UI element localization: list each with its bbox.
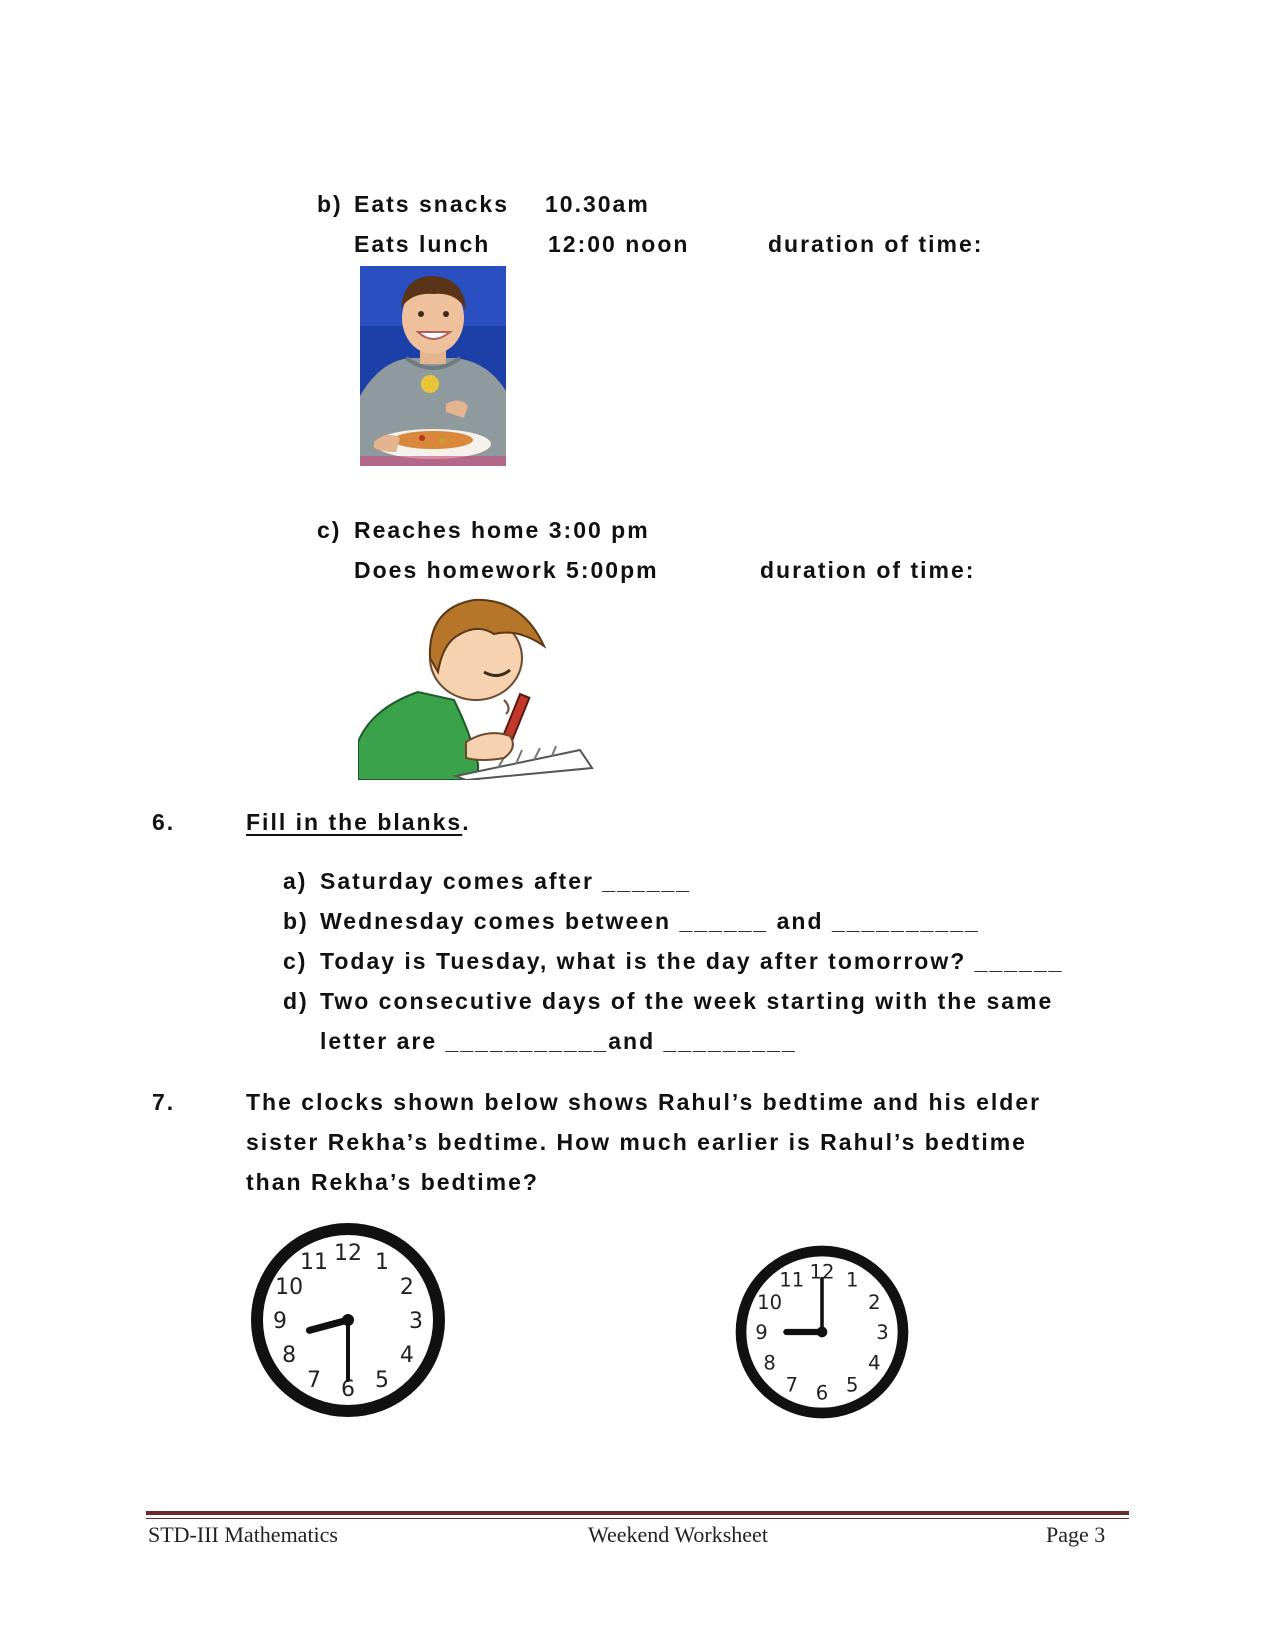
q7-number: 7. [152,1089,176,1115]
clock2-numeral: 7 [785,1373,798,1397]
rahul-bedtime-clock [248,1220,448,1420]
snacks-time: 10.30am [545,191,650,217]
q7-line-2: sister Rekha’s bedtime. How much earlier is Rahul’s bedtime [246,1129,1027,1155]
lunch-time: 12:00 noon [548,231,690,257]
q6-d-text-line2: letter are ___________and _________ [320,1028,797,1054]
q6-d-marker: d) [283,988,309,1014]
clock2-numeral: 1 [846,1268,859,1292]
reaches-home-line: Reaches home 3:00 pm [354,517,650,543]
footer-subject: STD-III Mathematics [148,1522,338,1547]
clock1-numeral: 7 [307,1367,321,1393]
q6-a-marker: a) [283,868,308,894]
rekha-bedtime-clock [733,1243,911,1421]
clock2-numeral: 2 [868,1290,881,1314]
item-c-marker: c) [317,517,342,543]
footer-rule-thin [146,1518,1129,1519]
clock1-numeral: 12 [334,1241,362,1266]
clock1-numeral: 3 [409,1309,423,1334]
clock1-numeral: 6 [341,1377,355,1402]
q6-c-marker: c) [283,948,308,974]
item-b-marker: b) [317,191,343,217]
duration-label-b: duration of time: [768,231,984,257]
snacks-activity: Eats snacks [354,191,509,217]
q6-c-text: Today is Tuesday, what is the day after tomorrow? ______ [320,948,1064,974]
boy-eating-image [360,266,506,466]
lunch-activity: Eats lunch [354,231,491,257]
clock2-numeral: 9 [755,1321,768,1345]
clock1-numeral: 8 [282,1343,297,1368]
q6-title-period: . [462,809,471,835]
homework-line: Does homework 5:00pm [354,557,659,583]
clock2-numeral: 4 [868,1351,881,1375]
footer-page-number: Page 3 [1046,1522,1106,1547]
q6-title-text: Fill in the blanks [246,809,463,835]
q6-b-text: Wednesday comes between ______ and __________ [320,908,980,934]
clock2-center-pin [817,1327,828,1338]
q6-d-text: Two consecutive days of the week starting with the same [320,988,1054,1014]
clock2-numeral: 6 [815,1381,829,1405]
clock2-numeral: 3 [876,1321,889,1345]
q6-number: 6. [152,809,176,835]
q6-a-text: Saturday comes after ______ [320,868,692,894]
clock2-numeral: 5 [846,1373,859,1397]
duration-label-c: duration of time: [760,557,976,583]
clock1-numeral: 11 [300,1250,328,1276]
q6-b-marker: b) [283,908,309,934]
clock1-numeral: 2 [399,1275,414,1300]
clock1-numeral: 9 [273,1309,287,1334]
q6-title [246,811,471,834]
clock1-numeral: 5 [375,1367,389,1393]
footer-title: Weekend Worksheet [588,1522,768,1547]
clock2-numeral: 12 [809,1260,835,1284]
clock1-center-pin [342,1314,354,1326]
q7-line-3: than Rekha’s bedtime? [246,1169,539,1195]
q7-line-1: The clocks shown below shows Rahul’s bedtime and his elder [246,1089,1042,1115]
footer-rule [146,1511,1129,1515]
clock1-numeral: 4 [399,1343,414,1368]
clock2-numeral: 11 [779,1268,805,1292]
clock1-numeral: 1 [375,1250,389,1276]
clock2-numeral: 8 [763,1351,776,1375]
clock2-numeral: 10 [757,1290,783,1314]
clock1-numeral: 10 [275,1275,304,1300]
boy-homework-image [358,592,594,780]
